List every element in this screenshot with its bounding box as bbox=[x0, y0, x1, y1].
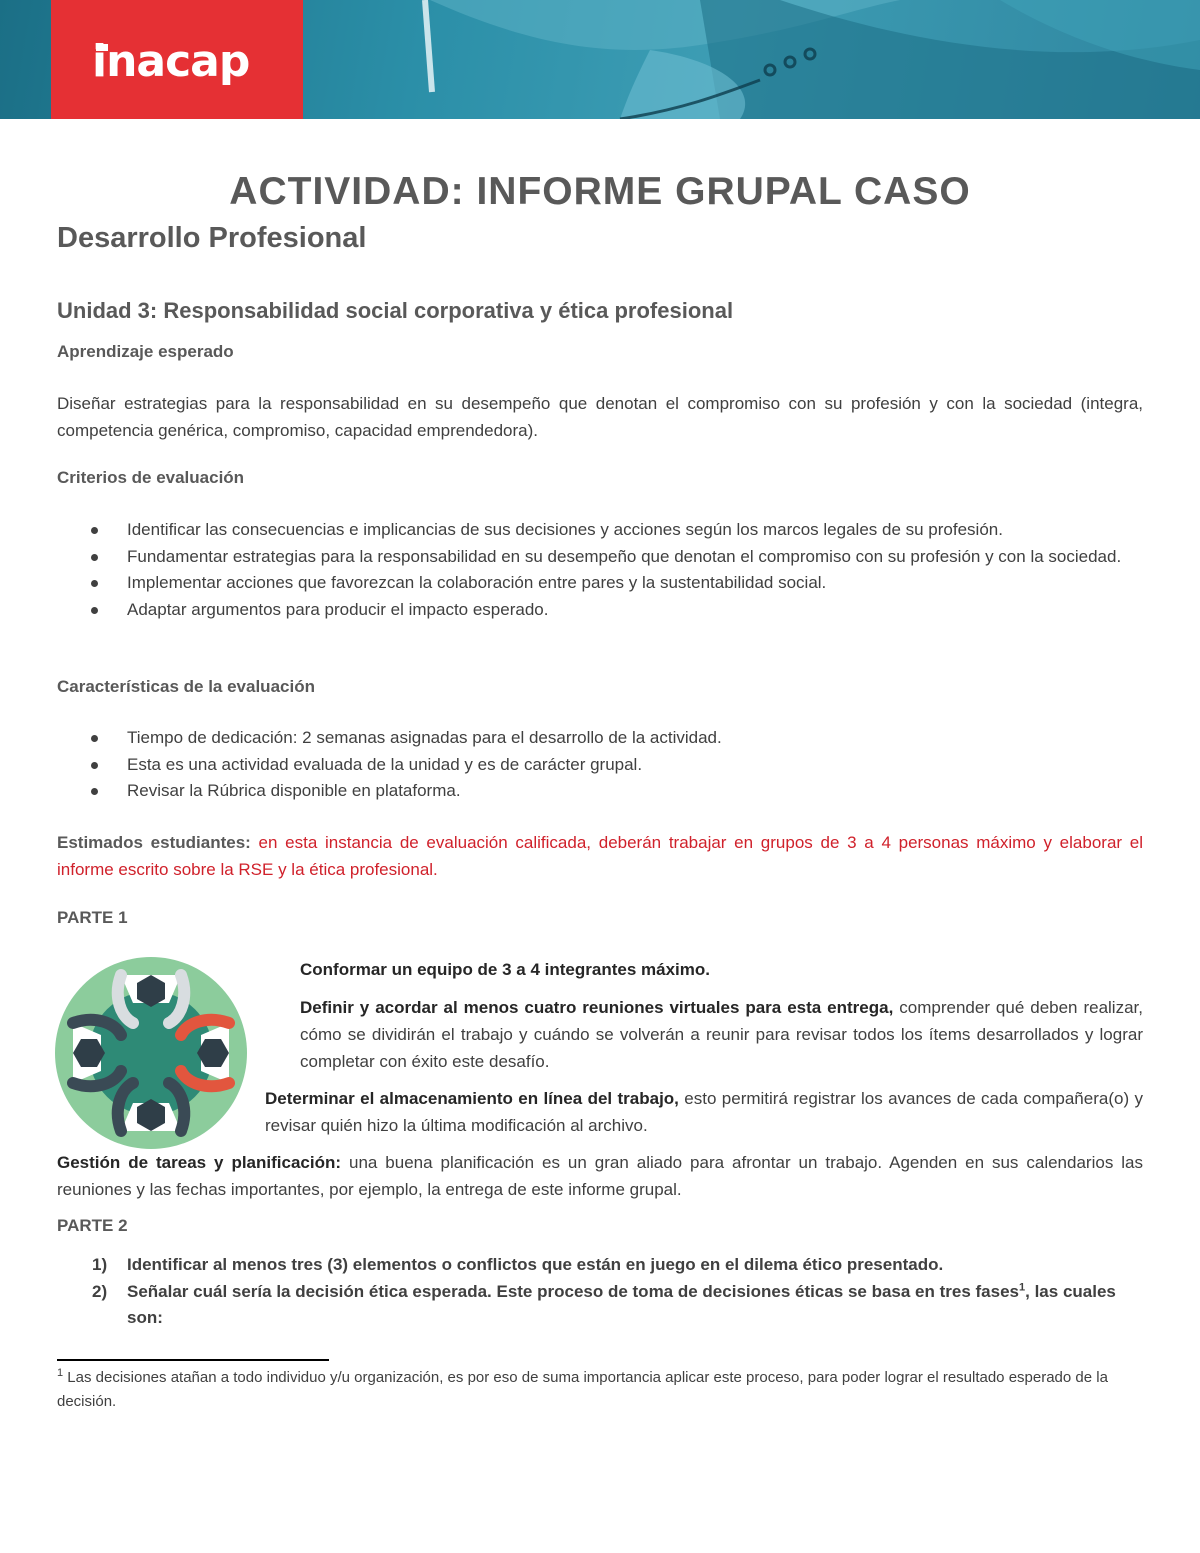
students-notice bbox=[57, 830, 1143, 883]
step-3-text: esto permitirá registrar los avances de cada compañera(o) y revisar quién hizo la última modificación al archivo. bbox=[265, 1089, 1143, 1135]
footnote-divider bbox=[57, 1359, 329, 1361]
part1-step-4 bbox=[57, 1149, 1143, 1203]
header-banner bbox=[0, 0, 1200, 119]
item-number: 1) bbox=[92, 1255, 108, 1274]
part1-step-1 bbox=[300, 956, 1143, 983]
page-title: ACTIVIDAD: INFORME GRUPAL CASO bbox=[229, 170, 971, 213]
footnote bbox=[57, 1366, 1143, 1414]
notice-text: en esta instancia de evaluación calificada, deberán trabajar en grupos de 3 a 4 personas máximo y elaborar el informe escrito sobre la RSE y la ética profesional. bbox=[57, 833, 1143, 879]
features-heading: Características de la evaluación bbox=[57, 677, 315, 696]
footnote-text: Las decisiones atañan a todo individuo y/u organización, es por eso de suma importancia aplicar este proceso, para poder lograr el resultado esperado de la decisión. bbox=[57, 1369, 1108, 1410]
inacap-logo: inacap bbox=[92, 36, 250, 87]
team-meeting-icon bbox=[55, 957, 247, 1149]
list-item: Implementar acciones que favorezcan la colaboración entre pares y la sustentabilidad social. bbox=[57, 570, 1143, 597]
learning-heading: Aprendizaje esperado bbox=[57, 342, 234, 361]
item-text-tail: , las cuales son: bbox=[127, 1281, 1116, 1327]
unit-heading: Unidad 3: Responsabilidad social corporativa y ética profesional bbox=[57, 298, 734, 323]
step-2-text: comprender qué deben realizar, cómo se dividirán el trabajo y cuándo se volverán a reunir para revisar todos los ítems desarrollados y lograr completar con éxito este desafío. bbox=[300, 998, 1143, 1071]
item-text: Señalar cuál sería la decisión ética esperada. Este proceso de toma de decisiones éticas se basa en tres fases bbox=[127, 1281, 1020, 1301]
footnote-mark: 1 bbox=[57, 1367, 64, 1379]
footnote-reference[interactable]: 1 bbox=[1019, 1280, 1026, 1293]
step-2-bold: Definir y acordar al menos cuatro reuniones virtuales para esta entrega, bbox=[300, 998, 894, 1017]
criteria-heading: Criterios de evaluación bbox=[57, 468, 245, 487]
part1-step-3 bbox=[265, 1085, 1143, 1139]
part2-list bbox=[57, 1252, 1147, 1332]
list-item: Fundamentar estrategias para la responsabilidad en su desempeño que denotan el compromiso con su profesión y con la sociedad. bbox=[57, 544, 1143, 571]
features-list bbox=[57, 725, 1143, 805]
list-item: Revisar la Rúbrica disponible en plataforma. bbox=[57, 778, 1143, 805]
step-1-text: Conformar un equipo de 3 a 4 integrantes máximo. bbox=[300, 960, 710, 979]
item-text: Identificar al menos tres (3) elementos o conflictos que están en juego en el dilema ético presentado. bbox=[127, 1255, 944, 1274]
part2-heading: PARTE 2 bbox=[57, 1216, 128, 1235]
list-item: Identificar las consecuencias e implicancias de sus decisiones y acciones según los marcos legales de su profesión. bbox=[57, 517, 1143, 544]
list-item bbox=[57, 1252, 1147, 1279]
notice-lead: Estimados estudiantes: bbox=[57, 833, 251, 852]
list-item bbox=[57, 1279, 1147, 1332]
step-3-bold: Determinar el almacenamiento en línea del trabajo, bbox=[265, 1089, 679, 1108]
course-name: Desarrollo Profesional bbox=[57, 222, 367, 254]
list-item: Tiempo de dedicación: 2 semanas asignadas para el desarrollo de la actividad. bbox=[57, 725, 1143, 752]
list-item: Adaptar argumentos para producir el impacto esperado. bbox=[57, 597, 1143, 624]
criteria-list bbox=[57, 517, 1143, 623]
list-item: Esta es una actividad evaluada de la unidad y es de carácter grupal. bbox=[57, 752, 1143, 779]
step-4-bold: Gestión de tareas y planificación: bbox=[57, 1153, 342, 1172]
part1-step-2 bbox=[300, 994, 1143, 1075]
part1-heading: PARTE 1 bbox=[57, 908, 128, 927]
item-number: 2) bbox=[92, 1281, 108, 1301]
step-4-text: una buena planificación es un gran aliado para afrontar un trabajo. Agenden en sus calendarios las reuniones y las fechas importantes, por ejemplo, la entrega de este informe grupal. bbox=[57, 1153, 1143, 1199]
learning-text: Diseñar estrategias para la responsabilidad en su desempeño que denotan el compromiso con su profesión y con la sociedad (integra, competencia genérica, compromiso, capacidad emprendedora). bbox=[57, 394, 1143, 440]
